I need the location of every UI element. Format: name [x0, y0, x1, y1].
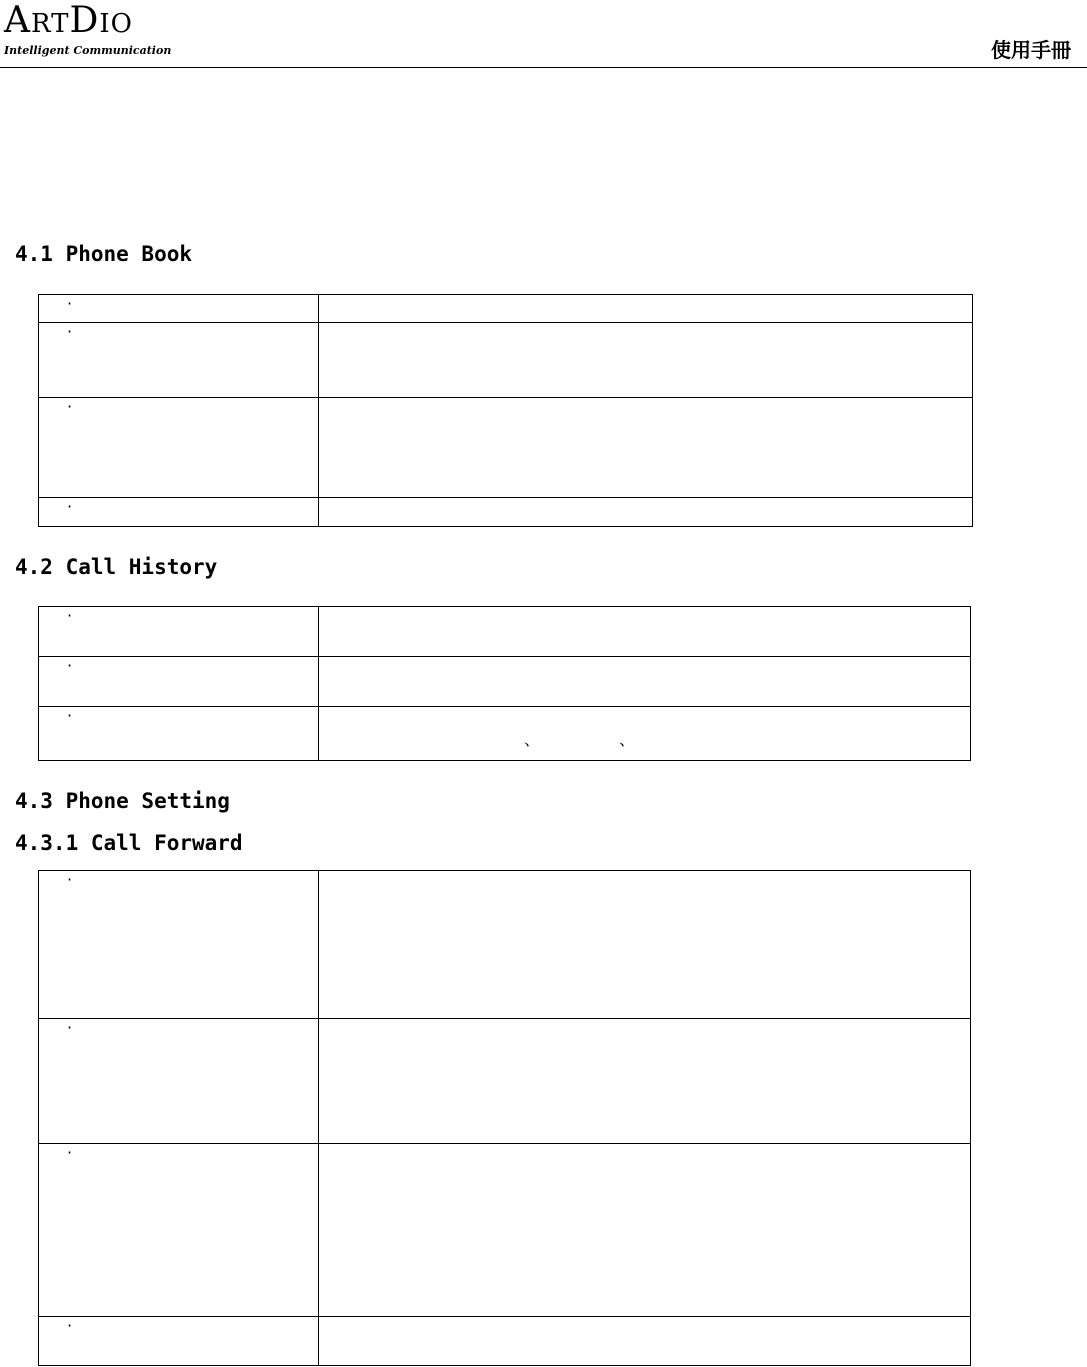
table-cell	[39, 1317, 319, 1366]
table-cell	[319, 871, 971, 1019]
table-cell	[319, 295, 973, 323]
logo-tagline: Intelligent Communication	[4, 44, 172, 57]
table-cell	[319, 707, 971, 761]
table-row	[39, 398, 973, 498]
call-history-table	[38, 606, 971, 761]
table-cell	[39, 295, 319, 323]
bullet: ·	[67, 1143, 73, 1162]
separator-mark: 、	[524, 730, 541, 749]
section-title-call-forward: 4.3.1 Call Forward	[15, 831, 243, 855]
table-cell	[39, 398, 319, 498]
section-title-phone-setting: 4.3 Phone Setting	[15, 789, 230, 813]
logo-wordmark: ARTDIO	[4, 0, 133, 41]
bullet: ·	[67, 497, 73, 516]
table-cell	[319, 398, 973, 498]
bullet: ·	[67, 397, 73, 416]
table-cell	[39, 1144, 319, 1317]
artdio-logo	[4, 2, 171, 57]
table-row	[39, 323, 973, 398]
table-cell	[39, 323, 319, 398]
bullet: ·	[67, 1316, 73, 1335]
table-cell	[39, 871, 319, 1019]
table-row	[39, 707, 971, 761]
table-row	[39, 1144, 971, 1317]
bullet: ·	[67, 656, 73, 675]
section-title-phone-book: 4.1 Phone Book	[15, 242, 193, 266]
table-cell	[319, 1019, 971, 1144]
table-cell	[39, 498, 319, 527]
table-cell	[319, 607, 971, 657]
table-row	[39, 871, 971, 1019]
table-cell	[319, 498, 973, 527]
bullet: ·	[67, 706, 73, 725]
bullet: ·	[67, 294, 73, 313]
separator-mark: 、	[619, 730, 636, 749]
table-cell	[319, 323, 973, 398]
table-cell	[319, 1144, 971, 1317]
table-cell	[319, 657, 971, 707]
table-row	[39, 295, 973, 323]
table-cell	[39, 1019, 319, 1144]
table-row	[39, 657, 971, 707]
section-title-call-history: 4.2 Call History	[15, 555, 218, 579]
table-row	[39, 498, 973, 527]
bullet: ·	[67, 1018, 73, 1037]
page-header	[0, 0, 1087, 68]
bullet: ·	[67, 870, 73, 889]
bullet: ·	[67, 606, 73, 625]
bullet: ·	[67, 322, 73, 341]
table-cell	[39, 657, 319, 707]
call-forward-table	[38, 870, 971, 1366]
table-cell	[319, 1317, 971, 1366]
table-row	[39, 1019, 971, 1144]
document-title: 使用手冊	[991, 38, 1071, 62]
table-cell	[39, 707, 319, 761]
table-row	[39, 607, 971, 657]
table-row	[39, 1317, 971, 1366]
phone-book-table	[38, 294, 973, 527]
table-cell	[39, 607, 319, 657]
